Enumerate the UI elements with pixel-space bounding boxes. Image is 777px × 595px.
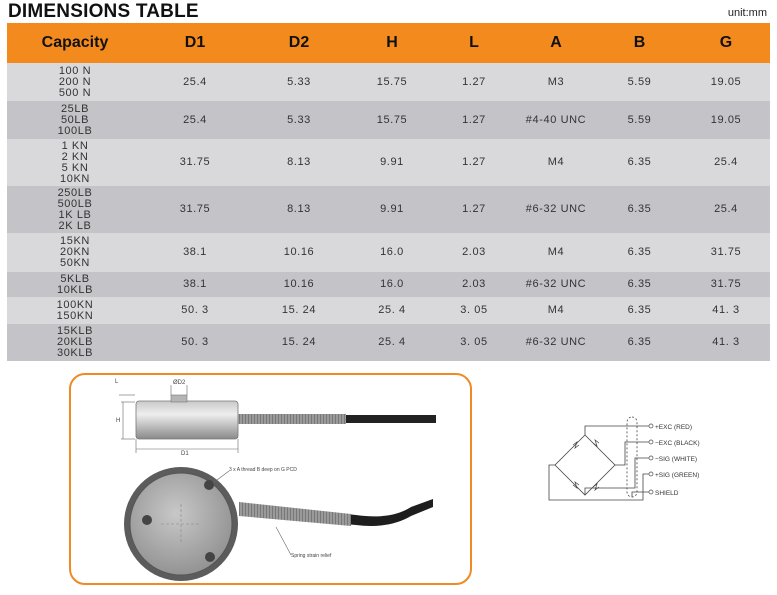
g-cell: 31.75	[682, 233, 770, 272]
h-cell: 16.0	[351, 233, 433, 272]
d2-cell: 8.13	[247, 186, 351, 233]
wheatstone-bridge-diagram	[545, 412, 745, 512]
d1-cell: 25.4	[143, 101, 247, 139]
h-cell: 25. 4	[351, 324, 433, 361]
table-row	[7, 297, 770, 324]
l-cell: 3. 05	[433, 297, 515, 324]
dimensions-table	[7, 23, 770, 361]
header-d1: D1	[143, 23, 247, 63]
a-cell: #6-32 UNC	[515, 186, 597, 233]
d2-cell: 8.13	[247, 139, 351, 186]
spring-strain-relief	[238, 414, 346, 424]
wire-sig-neg: −SIG (WHITE)	[655, 456, 698, 463]
d1-cell: 50. 3	[143, 297, 247, 324]
l-cell: 2.03	[433, 233, 515, 272]
table-header-row	[7, 23, 770, 63]
strain-relief-note: Spring strain relief	[291, 553, 332, 559]
l-cell: 3. 05	[433, 324, 515, 361]
table-row	[7, 272, 770, 297]
label-l: L	[115, 379, 119, 385]
l-cell: 1.27	[433, 186, 515, 233]
top-view	[124, 467, 433, 581]
load-button	[171, 395, 187, 402]
cell-body	[136, 401, 238, 439]
header-capacity: Capacity	[7, 23, 143, 63]
d2-cell: 5.33	[247, 63, 351, 101]
d2-cell: 10.16	[247, 233, 351, 272]
h-cell: 9.91	[351, 186, 433, 233]
d2-cell: 5.33	[247, 101, 351, 139]
d1-cell: 31.75	[143, 139, 247, 186]
g-cell: 41. 3	[682, 297, 770, 324]
a-cell: #6-32 UNC	[515, 324, 597, 361]
table-row	[7, 233, 770, 272]
d1-cell: 38.1	[143, 272, 247, 297]
table-row	[7, 186, 770, 233]
h-cell: 15.75	[351, 63, 433, 101]
b-cell: 6.35	[597, 186, 682, 233]
capacity-cell: 1 KN 2 KN 5 KN 10KN	[7, 139, 143, 186]
capacity-cell: 5KLB 10KLB	[7, 272, 143, 297]
a-cell: M4	[515, 297, 597, 324]
l-cell: 1.27	[433, 63, 515, 101]
table-row	[7, 324, 770, 361]
d2-cell: 15. 24	[247, 297, 351, 324]
b-cell: 5.59	[597, 101, 682, 139]
header-b: B	[597, 23, 682, 63]
load-cell-drawing	[71, 375, 470, 583]
thread-note: 3 x A thread B deep on G PCD	[229, 467, 297, 473]
h-cell: 15.75	[351, 101, 433, 139]
b-cell: 6.35	[597, 139, 682, 186]
label-d2: ØD2	[173, 380, 186, 386]
label-h: H	[116, 418, 121, 424]
wire-exc-pos: +EXC (RED)	[655, 424, 693, 431]
g-cell: 31.75	[682, 272, 770, 297]
capacity-cell: 100KN 150KN	[7, 297, 143, 324]
wire-sig-pos: +SIG (GREEN)	[655, 472, 700, 479]
mounting-hole-icon	[205, 552, 215, 562]
capacity-cell: 15KLB 20KLB 30KLB	[7, 324, 143, 361]
b-cell: 6.35	[597, 297, 682, 324]
b-cell: 6.35	[597, 233, 682, 272]
wire-exc-neg: −EXC (BLACK)	[655, 440, 700, 447]
h-cell: 9.91	[351, 139, 433, 186]
product-drawing-panel	[69, 373, 472, 585]
header-l: L	[433, 23, 515, 63]
header-h: H	[351, 23, 433, 63]
header-d2: D2	[247, 23, 351, 63]
g-cell: 25.4	[682, 139, 770, 186]
side-view	[115, 379, 436, 457]
wire-shield: SHIELD	[655, 490, 679, 497]
capacity-cell: 15KN 20KN 50KN	[7, 233, 143, 272]
header-a: A	[515, 23, 597, 63]
mounting-hole-icon	[204, 480, 214, 490]
a-cell: M3	[515, 63, 597, 101]
b-cell: 5.59	[597, 63, 682, 101]
top-spring	[239, 502, 351, 526]
capacity-cell: 100 N 200 N 500 N	[7, 63, 143, 101]
g-cell: 19.05	[682, 101, 770, 139]
table-row	[7, 63, 770, 101]
g-cell: 19.05	[682, 63, 770, 101]
header-g: G	[682, 23, 770, 63]
a-cell: M4	[515, 233, 597, 272]
capacity-cell: 25LB 50LB 100LB	[7, 101, 143, 139]
d2-cell: 10.16	[247, 272, 351, 297]
b-cell: 6.35	[597, 324, 682, 361]
a-cell: #6-32 UNC	[515, 272, 597, 297]
unit-label: unit:mm	[727, 7, 767, 19]
l-cell: 1.27	[433, 139, 515, 186]
table-row	[7, 139, 770, 186]
d1-cell: 31.75	[143, 186, 247, 233]
mounting-hole-icon	[142, 515, 152, 525]
d2-cell: 15. 24	[247, 324, 351, 361]
d1-cell: 38.1	[143, 233, 247, 272]
cable	[346, 415, 436, 423]
label-d1: D1	[181, 451, 189, 457]
g-cell: 25.4	[682, 186, 770, 233]
d1-cell: 50. 3	[143, 324, 247, 361]
h-cell: 16.0	[351, 272, 433, 297]
a-cell: M4	[515, 139, 597, 186]
h-cell: 25. 4	[351, 297, 433, 324]
page-title: DIMENSIONS TABLE	[8, 1, 199, 22]
l-cell: 2.03	[433, 272, 515, 297]
d1-cell: 25.4	[143, 63, 247, 101]
a-cell: #4-40 UNC	[515, 101, 597, 139]
l-cell: 1.27	[433, 101, 515, 139]
wiring-diagram	[545, 412, 745, 512]
capacity-cell: 250LB 500LB 1K LB 2K LB	[7, 186, 143, 233]
table-row	[7, 101, 770, 139]
g-cell: 41. 3	[682, 324, 770, 361]
b-cell: 6.35	[597, 272, 682, 297]
